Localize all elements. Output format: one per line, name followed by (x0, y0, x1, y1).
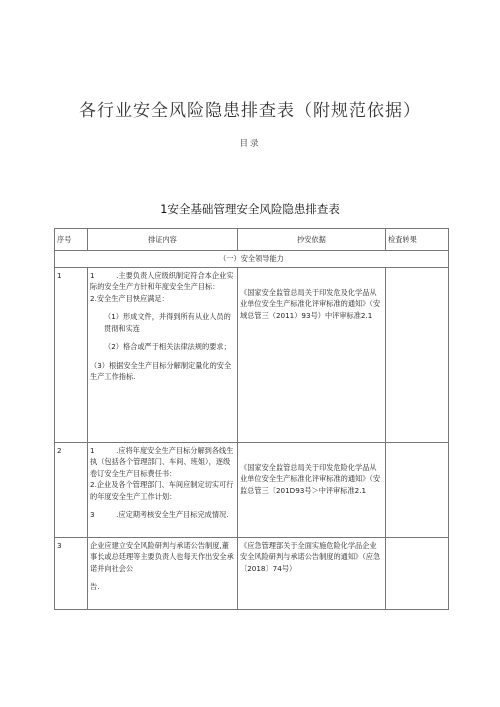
content-item: 企业应建立安全风险研判与承诺公告制度,董事长或总廷理等主要负责人也每天作出安全承诺并向社会公 (90, 540, 234, 573)
toc-label: 目录 (239, 139, 261, 149)
table-group-row (55, 251, 449, 268)
header-content: 排证内容 (88, 229, 238, 251)
content-item: （2）格合或严于相关法律法规的要求； (104, 342, 231, 352)
table-row (55, 442, 449, 537)
row-result[interactable] (386, 537, 449, 609)
document-title: 各行业安全风险隐患排查表（附规范依据） (79, 101, 421, 121)
group-title: （一）安全领导能力 (55, 251, 449, 268)
table-header-row (55, 229, 449, 251)
content-item: 告. (90, 582, 100, 592)
content-item: 2.企业及各个管理部门、车间应制定切实可行的年度安全生产工作计划： (90, 480, 234, 501)
row-basis (238, 442, 386, 537)
header-result: 检査转果 (386, 229, 449, 251)
row-no: 3 (55, 537, 88, 609)
content-item: 1 .应将年度安全生产目标分解到各线生执（包括各个管理部门、车间、班姐），逐级卷订安全生产目标费任书： (90, 445, 234, 478)
row-content (88, 442, 238, 537)
row-result[interactable] (386, 442, 449, 537)
content-item: 3 .应定期考核安全生产目标完成情况. (90, 510, 229, 520)
row-basis (238, 267, 386, 442)
header-no: 序号 (55, 229, 88, 251)
row-basis (238, 537, 386, 609)
table-row (55, 267, 449, 442)
row-no: 1 (55, 267, 88, 442)
row-content (88, 537, 238, 609)
content-item: （3）根据安全生产目标分解制定量化的安全生产工作指标. (90, 360, 232, 382)
basis-text: 《国家安全监管总局关于印发危及化学品从业单位安全生产标准化评审标准的通知》（安域总管三（2011）93号）中评审标准2.1 (240, 287, 381, 320)
basis-text: 《应急管理部关于全面实施危险化学品企业安全风险研判与承诺公告制度的通知》（应急〔2018〕74号） (240, 540, 381, 573)
row-content (88, 267, 238, 442)
basis-text: 《国家安全监管总局关于印发危险化学品从业单位安全生产标准化评审标准的通知》（安监总管三〔201D93号＞中评审标准2.1 (240, 462, 381, 495)
content-item: （1）形成文件，并得到所有从业人员的贯彻和实连 (104, 312, 231, 333)
content-item: 1 .主要负责人应级织制定符合本企业实际的安全生产方针和年度安全生产目标： (90, 270, 234, 292)
content-item: 2.安全生产目怏应满足： (90, 293, 169, 303)
table-row (55, 537, 449, 609)
row-no: 2 (55, 442, 88, 537)
hazard-checklist-table (54, 228, 449, 610)
row-result[interactable] (386, 267, 449, 442)
header-basis: 抄安依据 (238, 229, 386, 251)
section-title: 1安全基础管理安全风险隐患排查表 (160, 202, 340, 216)
